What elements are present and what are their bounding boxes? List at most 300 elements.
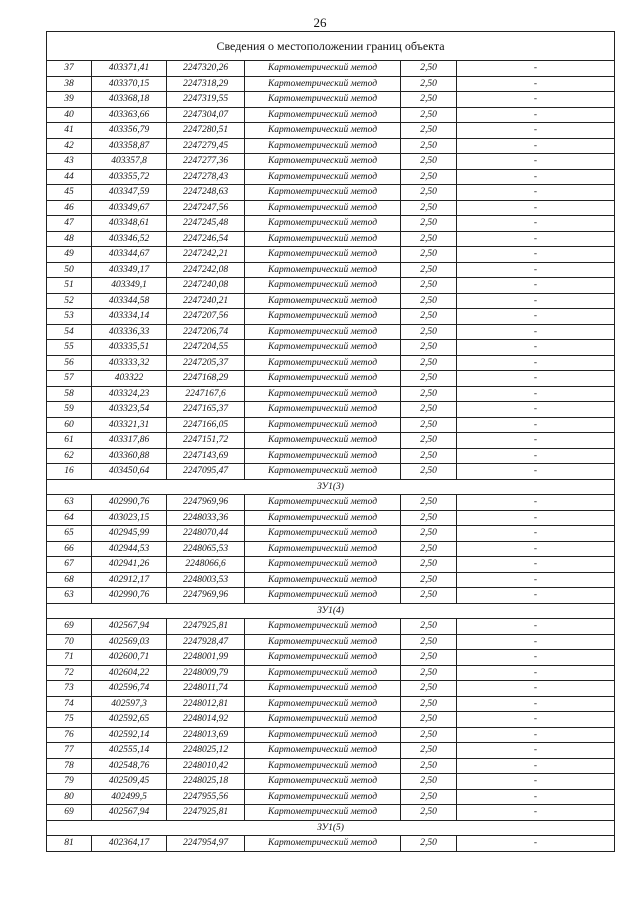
page-number: 26: [313, 15, 327, 30]
description-cell: -: [457, 433, 615, 449]
point-number-cell: 61: [47, 433, 92, 449]
description-cell: -: [457, 588, 615, 604]
y-coordinate-cell: 2247206,74: [167, 324, 245, 340]
point-number-cell: 69: [47, 619, 92, 635]
accuracy-cell: 2,50: [401, 324, 457, 340]
x-coordinate-cell: 403349,1: [92, 278, 167, 294]
table-row: [47, 758, 615, 774]
description-cell: -: [457, 448, 615, 464]
y-coordinate-cell: 2247928,47: [167, 634, 245, 650]
method-cell: Картометрический метод: [245, 386, 401, 402]
method-cell: Картометрический метод: [245, 712, 401, 728]
x-coordinate-cell: 403344,67: [92, 247, 167, 263]
y-coordinate-cell: 2247166,05: [167, 417, 245, 433]
table-row: [47, 789, 615, 805]
accuracy-cell: 2,50: [401, 774, 457, 790]
method-cell: Картометрический метод: [245, 650, 401, 666]
x-coordinate-cell: 403344,58: [92, 293, 167, 309]
accuracy-cell: 2,50: [401, 634, 457, 650]
point-number-cell: 46: [47, 200, 92, 216]
point-number-cell: 79: [47, 774, 92, 790]
table-row: [47, 619, 615, 635]
table-row: [47, 541, 615, 557]
point-number-cell: 44: [47, 169, 92, 185]
point-number-cell: 59: [47, 402, 92, 418]
point-number-cell: 55: [47, 340, 92, 356]
x-coordinate-cell: 403335,51: [92, 340, 167, 356]
section-header-row: [47, 479, 615, 495]
method-cell: Картометрический метод: [245, 665, 401, 681]
table-row: [47, 681, 615, 697]
description-cell: -: [457, 727, 615, 743]
x-coordinate-cell: 402597,3: [92, 696, 167, 712]
x-coordinate-cell: 402941,26: [92, 557, 167, 573]
x-coordinate-cell: 403321,31: [92, 417, 167, 433]
accuracy-cell: 2,50: [401, 665, 457, 681]
method-cell: Картометрический метод: [245, 696, 401, 712]
table-row: [47, 216, 615, 232]
method-cell: Картометрический метод: [245, 681, 401, 697]
description-cell: -: [457, 712, 615, 728]
point-number-cell: 42: [47, 138, 92, 154]
y-coordinate-cell: 2247955,56: [167, 789, 245, 805]
method-cell: Картометрический метод: [245, 789, 401, 805]
description-cell: -: [457, 572, 615, 588]
method-cell: Картометрический метод: [245, 200, 401, 216]
accuracy-cell: 2,50: [401, 588, 457, 604]
method-cell: Картометрический метод: [245, 340, 401, 356]
method-cell: Картометрический метод: [245, 309, 401, 325]
point-number-cell: 41: [47, 123, 92, 139]
table-row: [47, 495, 615, 511]
accuracy-cell: 2,50: [401, 557, 457, 573]
description-cell: -: [457, 510, 615, 526]
description-cell: -: [457, 61, 615, 77]
x-coordinate-cell: 403363,66: [92, 107, 167, 123]
table-row: [47, 510, 615, 526]
x-coordinate-cell: 403324,23: [92, 386, 167, 402]
x-coordinate-cell: 402600,71: [92, 650, 167, 666]
accuracy-cell: 2,50: [401, 727, 457, 743]
accuracy-cell: 2,50: [401, 169, 457, 185]
accuracy-cell: 2,50: [401, 76, 457, 92]
x-coordinate-cell: 403023,15: [92, 510, 167, 526]
method-cell: Картометрический метод: [245, 123, 401, 139]
description-cell: -: [457, 758, 615, 774]
table-row: [47, 200, 615, 216]
accuracy-cell: 2,50: [401, 433, 457, 449]
method-cell: Картометрический метод: [245, 216, 401, 232]
point-number-cell: 63: [47, 495, 92, 511]
point-number-cell: 78: [47, 758, 92, 774]
table-row: [47, 712, 615, 728]
description-cell: -: [457, 355, 615, 371]
point-number-cell: 37: [47, 61, 92, 77]
section-header-row: [47, 820, 615, 836]
method-cell: Картометрический метод: [245, 541, 401, 557]
point-number-cell: 43: [47, 154, 92, 170]
table-row: [47, 805, 615, 821]
method-cell: Картометрический метод: [245, 758, 401, 774]
x-coordinate-cell: 403349,67: [92, 200, 167, 216]
description-cell: -: [457, 789, 615, 805]
description-cell: -: [457, 464, 615, 480]
section-header-row: [47, 603, 615, 619]
accuracy-cell: 2,50: [401, 619, 457, 635]
y-coordinate-cell: 2248033,36: [167, 510, 245, 526]
point-number-cell: 48: [47, 231, 92, 247]
table-row: [47, 572, 615, 588]
x-coordinate-cell: 402567,94: [92, 805, 167, 821]
y-coordinate-cell: 2248065,53: [167, 541, 245, 557]
table-row: [47, 371, 615, 387]
y-coordinate-cell: 2247242,08: [167, 262, 245, 278]
point-number-cell: 62: [47, 448, 92, 464]
table-row: [47, 743, 615, 759]
x-coordinate-cell: 402509,45: [92, 774, 167, 790]
x-coordinate-cell: 403323,54: [92, 402, 167, 418]
x-coordinate-cell: 403358,87: [92, 138, 167, 154]
method-cell: Картометрический метод: [245, 495, 401, 511]
x-coordinate-cell: 403349,17: [92, 262, 167, 278]
description-cell: -: [457, 123, 615, 139]
point-number-cell: 53: [47, 309, 92, 325]
description-cell: -: [457, 138, 615, 154]
method-cell: Картометрический метод: [245, 557, 401, 573]
point-number-cell: 51: [47, 278, 92, 294]
point-number-cell: 67: [47, 557, 92, 573]
table-row: [47, 61, 615, 77]
table-row: [47, 526, 615, 542]
description-cell: -: [457, 278, 615, 294]
x-coordinate-cell: 403371,41: [92, 61, 167, 77]
table-row: [47, 107, 615, 123]
method-cell: Картометрический метод: [245, 92, 401, 108]
method-cell: Картометрический метод: [245, 231, 401, 247]
y-coordinate-cell: 2247277,36: [167, 154, 245, 170]
x-coordinate-cell: 402364,17: [92, 836, 167, 852]
table-title-row: [47, 32, 615, 61]
x-coordinate-cell: 403357,8: [92, 154, 167, 170]
y-coordinate-cell: 2247240,08: [167, 278, 245, 294]
accuracy-cell: 2,50: [401, 92, 457, 108]
accuracy-cell: 2,50: [401, 107, 457, 123]
accuracy-cell: 2,50: [401, 61, 457, 77]
method-cell: Картометрический метод: [245, 247, 401, 263]
table-row: [47, 92, 615, 108]
accuracy-cell: 2,50: [401, 650, 457, 666]
method-cell: Картометрический метод: [245, 76, 401, 92]
point-number-cell: 54: [47, 324, 92, 340]
x-coordinate-cell: 402945,99: [92, 526, 167, 542]
point-number-cell: 70: [47, 634, 92, 650]
table-row: [47, 836, 615, 852]
point-number-cell: 47: [47, 216, 92, 232]
x-coordinate-cell: 402499,5: [92, 789, 167, 805]
table-row: [47, 386, 615, 402]
y-coordinate-cell: 2248025,18: [167, 774, 245, 790]
section-label: ЗУ1(3): [47, 479, 615, 495]
accuracy-cell: 2,50: [401, 417, 457, 433]
point-number-cell: 71: [47, 650, 92, 666]
method-cell: Картометрический метод: [245, 836, 401, 852]
y-coordinate-cell: 2247278,43: [167, 169, 245, 185]
x-coordinate-cell: 402990,76: [92, 588, 167, 604]
y-coordinate-cell: 2247304,07: [167, 107, 245, 123]
y-coordinate-cell: 2248013,69: [167, 727, 245, 743]
y-coordinate-cell: 2247167,6: [167, 386, 245, 402]
point-number-cell: 64: [47, 510, 92, 526]
description-cell: -: [457, 634, 615, 650]
point-number-cell: 45: [47, 185, 92, 201]
y-coordinate-cell: 2247969,96: [167, 495, 245, 511]
table-row: [47, 154, 615, 170]
y-coordinate-cell: 2247925,81: [167, 619, 245, 635]
x-coordinate-cell: 402592,65: [92, 712, 167, 728]
point-number-cell: 58: [47, 386, 92, 402]
accuracy-cell: 2,50: [401, 386, 457, 402]
accuracy-cell: 2,50: [401, 758, 457, 774]
description-cell: -: [457, 665, 615, 681]
x-coordinate-cell: 402569,03: [92, 634, 167, 650]
y-coordinate-cell: 2248003,53: [167, 572, 245, 588]
y-coordinate-cell: 2247204,55: [167, 340, 245, 356]
x-coordinate-cell: 403346,52: [92, 231, 167, 247]
description-cell: -: [457, 200, 615, 216]
description-cell: -: [457, 417, 615, 433]
y-coordinate-cell: 2247207,56: [167, 309, 245, 325]
point-number-cell: 63: [47, 588, 92, 604]
accuracy-cell: 2,50: [401, 712, 457, 728]
method-cell: Картометрический метод: [245, 107, 401, 123]
table-row: [47, 433, 615, 449]
table-row: [47, 696, 615, 712]
x-coordinate-cell: 402592,14: [92, 727, 167, 743]
y-coordinate-cell: 2248070,44: [167, 526, 245, 542]
y-coordinate-cell: 2247245,48: [167, 216, 245, 232]
method-cell: Картометрический метод: [245, 169, 401, 185]
table-row: [47, 340, 615, 356]
y-coordinate-cell: 2248010,42: [167, 758, 245, 774]
y-coordinate-cell: 2247925,81: [167, 805, 245, 821]
accuracy-cell: 2,50: [401, 696, 457, 712]
table-row: [47, 231, 615, 247]
y-coordinate-cell: 2247240,21: [167, 293, 245, 309]
point-number-cell: 69: [47, 805, 92, 821]
x-coordinate-cell: 402604,22: [92, 665, 167, 681]
description-cell: -: [457, 262, 615, 278]
accuracy-cell: 2,50: [401, 836, 457, 852]
y-coordinate-cell: 2247168,29: [167, 371, 245, 387]
y-coordinate-cell: 2247246,54: [167, 231, 245, 247]
y-coordinate-cell: 2247320,26: [167, 61, 245, 77]
y-coordinate-cell: 2248011,74: [167, 681, 245, 697]
table-row: [47, 247, 615, 263]
accuracy-cell: 2,50: [401, 216, 457, 232]
method-cell: Картометрический метод: [245, 727, 401, 743]
accuracy-cell: 2,50: [401, 572, 457, 588]
description-cell: -: [457, 526, 615, 542]
table-row: [47, 309, 615, 325]
point-number-cell: 75: [47, 712, 92, 728]
method-cell: Картометрический метод: [245, 588, 401, 604]
description-cell: -: [457, 92, 615, 108]
y-coordinate-cell: 2247151,72: [167, 433, 245, 449]
table-row: [47, 278, 615, 294]
method-cell: Картометрический метод: [245, 433, 401, 449]
point-number-cell: 65: [47, 526, 92, 542]
y-coordinate-cell: 2248014,92: [167, 712, 245, 728]
description-cell: -: [457, 247, 615, 263]
description-cell: -: [457, 696, 615, 712]
accuracy-cell: 2,50: [401, 200, 457, 216]
accuracy-cell: 2,50: [401, 402, 457, 418]
accuracy-cell: 2,50: [401, 448, 457, 464]
description-cell: -: [457, 169, 615, 185]
point-number-cell: 38: [47, 76, 92, 92]
accuracy-cell: 2,50: [401, 805, 457, 821]
x-coordinate-cell: 403356,79: [92, 123, 167, 139]
description-cell: -: [457, 309, 615, 325]
point-number-cell: 76: [47, 727, 92, 743]
table-row: [47, 293, 615, 309]
table-row: [47, 324, 615, 340]
x-coordinate-cell: 402944,53: [92, 541, 167, 557]
accuracy-cell: 2,50: [401, 495, 457, 511]
table-row: [47, 464, 615, 480]
y-coordinate-cell: 2247954,97: [167, 836, 245, 852]
accuracy-cell: 2,50: [401, 681, 457, 697]
method-cell: Картометрический метод: [245, 402, 401, 418]
description-cell: -: [457, 371, 615, 387]
point-number-cell: 81: [47, 836, 92, 852]
boundary-coordinates-table: [46, 31, 615, 852]
x-coordinate-cell: 403336,33: [92, 324, 167, 340]
description-cell: -: [457, 324, 615, 340]
y-coordinate-cell: 2247279,45: [167, 138, 245, 154]
point-number-cell: 80: [47, 789, 92, 805]
x-coordinate-cell: 403368,18: [92, 92, 167, 108]
description-cell: -: [457, 76, 615, 92]
point-number-cell: 74: [47, 696, 92, 712]
table-row: [47, 169, 615, 185]
method-cell: Картометрический метод: [245, 743, 401, 759]
accuracy-cell: 2,50: [401, 123, 457, 139]
description-cell: -: [457, 619, 615, 635]
method-cell: Картометрический метод: [245, 417, 401, 433]
y-coordinate-cell: 2247143,69: [167, 448, 245, 464]
table-row: [47, 588, 615, 604]
table-title: Сведения о местоположении границ объекта: [47, 32, 615, 61]
description-cell: -: [457, 231, 615, 247]
method-cell: Картометрический метод: [245, 526, 401, 542]
method-cell: Картометрический метод: [245, 510, 401, 526]
table-row: [47, 634, 615, 650]
section-label: ЗУ1(5): [47, 820, 615, 836]
x-coordinate-cell: 403347,59: [92, 185, 167, 201]
method-cell: Картометрический метод: [245, 185, 401, 201]
y-coordinate-cell: 2248001,99: [167, 650, 245, 666]
description-cell: -: [457, 402, 615, 418]
description-cell: -: [457, 743, 615, 759]
method-cell: Картометрический метод: [245, 448, 401, 464]
x-coordinate-cell: 403450,64: [92, 464, 167, 480]
x-coordinate-cell: 402912,17: [92, 572, 167, 588]
x-coordinate-cell: 402596,74: [92, 681, 167, 697]
y-coordinate-cell: 2247248,63: [167, 185, 245, 201]
y-coordinate-cell: 2247969,96: [167, 588, 245, 604]
x-coordinate-cell: 403355,72: [92, 169, 167, 185]
method-cell: Картометрический метод: [245, 154, 401, 170]
description-cell: -: [457, 386, 615, 402]
y-coordinate-cell: 2248066,6: [167, 557, 245, 573]
table-row: [47, 402, 615, 418]
x-coordinate-cell: 402548,76: [92, 758, 167, 774]
description-cell: -: [457, 541, 615, 557]
accuracy-cell: 2,50: [401, 309, 457, 325]
y-coordinate-cell: 2247280,51: [167, 123, 245, 139]
table-row: [47, 76, 615, 92]
y-coordinate-cell: 2247318,29: [167, 76, 245, 92]
point-number-cell: 66: [47, 541, 92, 557]
x-coordinate-cell: 403360,88: [92, 448, 167, 464]
description-cell: -: [457, 805, 615, 821]
x-coordinate-cell: 403348,61: [92, 216, 167, 232]
y-coordinate-cell: 2248009,79: [167, 665, 245, 681]
accuracy-cell: 2,50: [401, 185, 457, 201]
accuracy-cell: 2,50: [401, 231, 457, 247]
table-row: [47, 774, 615, 790]
accuracy-cell: 2,50: [401, 526, 457, 542]
y-coordinate-cell: 2248012,81: [167, 696, 245, 712]
x-coordinate-cell: 402555,14: [92, 743, 167, 759]
accuracy-cell: 2,50: [401, 541, 457, 557]
method-cell: Картометрический метод: [245, 371, 401, 387]
y-coordinate-cell: 2247242,21: [167, 247, 245, 263]
x-coordinate-cell: 402990,76: [92, 495, 167, 511]
description-cell: -: [457, 495, 615, 511]
description-cell: -: [457, 185, 615, 201]
description-cell: -: [457, 557, 615, 573]
x-coordinate-cell: 403334,14: [92, 309, 167, 325]
method-cell: Картометрический метод: [245, 464, 401, 480]
point-number-cell: 73: [47, 681, 92, 697]
table-row: [47, 262, 615, 278]
accuracy-cell: 2,50: [401, 743, 457, 759]
accuracy-cell: 2,50: [401, 293, 457, 309]
y-coordinate-cell: 2247095,47: [167, 464, 245, 480]
method-cell: Картометрический метод: [245, 572, 401, 588]
description-cell: -: [457, 650, 615, 666]
accuracy-cell: 2,50: [401, 262, 457, 278]
method-cell: Картометрический метод: [245, 278, 401, 294]
method-cell: Картометрический метод: [245, 355, 401, 371]
method-cell: Картометрический метод: [245, 138, 401, 154]
accuracy-cell: 2,50: [401, 138, 457, 154]
table-row: [47, 123, 615, 139]
accuracy-cell: 2,50: [401, 789, 457, 805]
y-coordinate-cell: 2248025,12: [167, 743, 245, 759]
table-row: [47, 557, 615, 573]
y-coordinate-cell: 2247247,56: [167, 200, 245, 216]
table-row: [47, 417, 615, 433]
point-number-cell: 52: [47, 293, 92, 309]
method-cell: Картометрический метод: [245, 805, 401, 821]
point-number-cell: 60: [47, 417, 92, 433]
section-label: ЗУ1(4): [47, 603, 615, 619]
description-cell: -: [457, 216, 615, 232]
point-number-cell: 72: [47, 665, 92, 681]
